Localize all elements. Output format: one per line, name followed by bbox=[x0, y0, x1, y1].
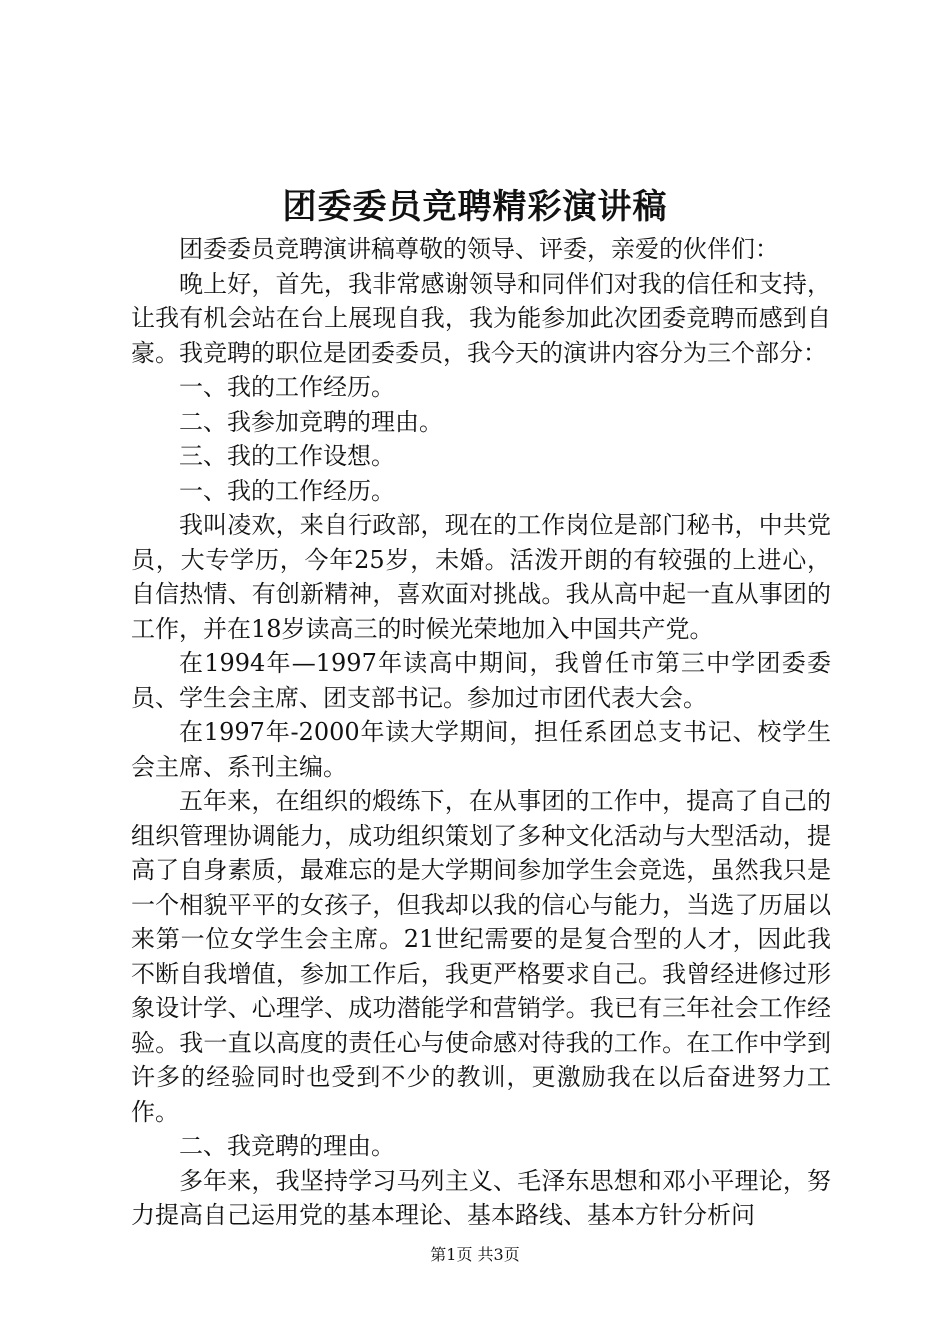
paragraph-high-school: 在1994年—1997年读高中期间，我曾任市第三中学团委委员、学生会主席、团支部书记。参加过市团代表大会。 bbox=[131, 649, 831, 712]
paragraph-self-intro: 我叫凌欢，来自行政部，现在的工作岗位是部门秘书，中共党员，大专学历，今年25岁，未婚。活泼开朗的有较强的上进心，自信热情、有创新精神，喜欢面对挑战。我从高中起一直从事团的工作，并在18岁读高三的时候光荣地加入中国共产党。 bbox=[131, 511, 831, 643]
page-number: 第1页 共3页 bbox=[430, 1245, 520, 1264]
document-body bbox=[131, 232, 831, 1233]
paragraph-study: 多年来，我坚持学习马列主义、毛泽东思想和邓小平理论，努力提高自己运用党的基本理论、基本路线、基本方针分析问 bbox=[131, 1166, 831, 1229]
outline-item-3: 三、我的工作设想。 bbox=[179, 442, 395, 470]
section-heading-work-history: 一、我的工作经历。 bbox=[179, 476, 395, 505]
paragraph-salutation: 团委委员竞聘演讲稿尊敬的领导、评委，亲爱的伙伴们： bbox=[179, 235, 779, 263]
document-title: 团委委员竞聘精彩演讲稿 bbox=[282, 187, 668, 227]
paragraph-opening: 晚上好，首先，我非常感谢领导和同伴们对我的信任和支持，让我有机会站在台上展现自我，我为能参加此次团委竞聘而感到自豪。我竞聘的职位是团委委员，我今天的演讲内容分为三个部分： bbox=[131, 269, 831, 367]
section-heading-reasons: 二、我竞聘的理由。 bbox=[179, 1132, 395, 1160]
paragraph-university: 在1997年-2000年读大学期间，担任系团总支书记、校学生会主席、系刊主编。 bbox=[131, 718, 831, 781]
outline-item-2: 二、我参加竞聘的理由。 bbox=[179, 407, 443, 436]
paragraph-five-years: 五年来，在组织的煅练下，在从事团的工作中，提高了自己的组织管理协调能力，成功组织策划了多种文化活动与大型活动，提高了自身素质，最难忘的是大学期间参加学生会竞选，虽然我只是一个相貌平平的女孩子，但我却以我的信心与能力，当选了历届以来第一位女学生会主席。21世纪需要的是复合型的人才，因此我不断自我增值，参加工作后，我更严格要求自己。我曾经进修过形象设计学、心理学、成功潜能学和营销学。我已有三年社会工作经验。我一直以高度的责任心与使命感对待我的工作。在工作中学到许多的经验同时也受到不少的教训，更激励我在以后奋进努力工作。 bbox=[131, 787, 831, 1126]
outline-item-1: 一、我的工作经历。 bbox=[179, 373, 395, 401]
